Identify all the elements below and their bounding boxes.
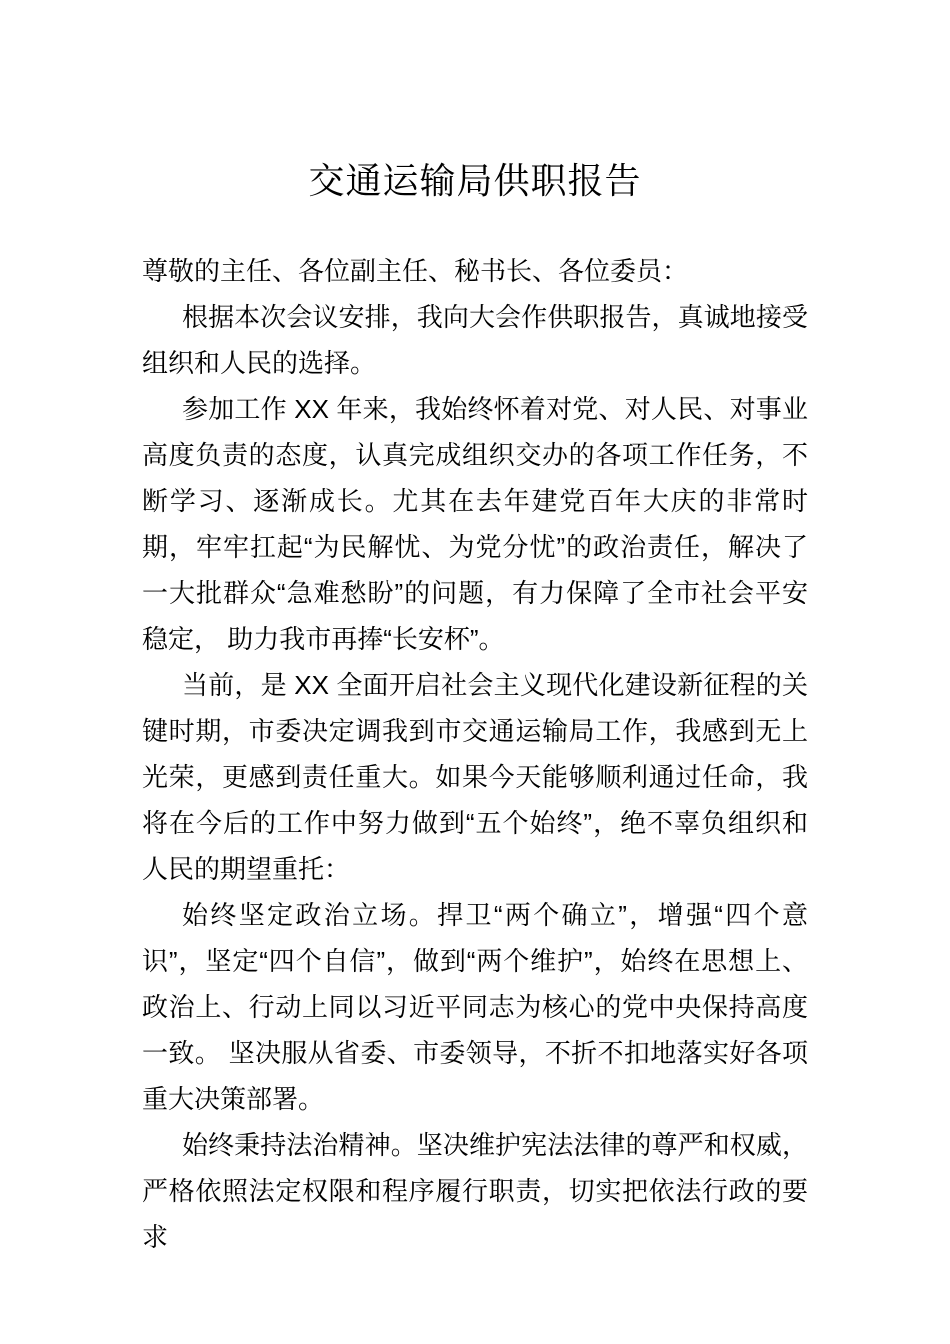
paragraph: 始终秉持法治精神。坚决维护宪法法律的尊严和权威，严格依照法定权限和程序履行职责，切实把依法行政的要求 [142,1130,808,1252]
document-title: 交通运输局供职报告 [308,161,642,201]
document-content [142,157,808,1260]
document-body [142,248,808,1260]
paragraph: 当前，是 XX 全面开启社会主义现代化建设新征程的关键时期，市委决定调我到市交通运输局工作，我感到无上光荣，更感到责任重大。如果今天能够顺利通过任命，我将在今后的工作中努力做到“五个始终”，绝不辜负组织和人民的期望重托： [142,670,808,884]
salutation: 尊敬的主任、各位副主任、秘书长、各位委员： [142,256,689,286]
paragraph: 始终坚定政治立场。捍卫“两个确立”，增强“四个意识”，坚定“四个自信”，做到“两个维护”，始终在思想上、政治上、行动上同以习近平同志为核心的党中央保持高度一致。 坚决服从省委、市委领导，不折不扣地落实好各项重大决策部署。 [142,900,808,1114]
paragraph: 参加工作 XX 年来，我始终怀着对党、对人民、对事业高度负责的态度，认真完成组织交办的各项工作任务，不断学习、逐渐成长。尤其在去年建党百年大庆的非常时期，牢牢扛起“为民解忧、为党分忧”的政治责任，解决了一大批群众“急难愁盼”的问题，有力保障了全市社会平安稳定， 助力我市再捧“长安杯”。 [142,394,808,654]
paragraph: 根据本次会议安排，我向大会作供职报告，真诚地接受组织和人民的选择。 [142,302,808,378]
